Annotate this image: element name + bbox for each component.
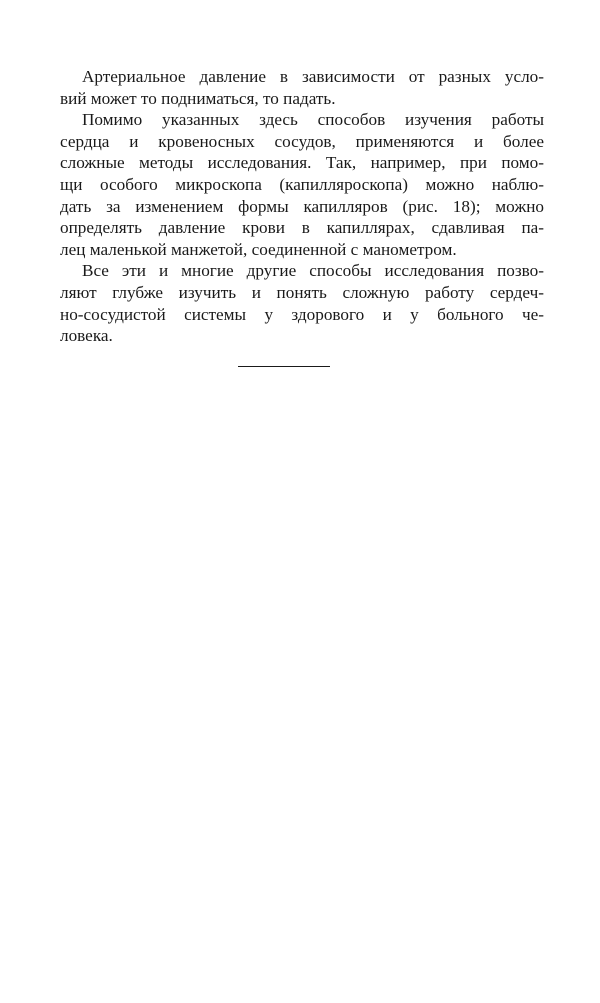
text-line: дать за изменением формы капилляров (рис. 18); можно (60, 196, 544, 216)
text-line: ляют глубже изучить и понять сложную работу сердеч- (60, 282, 544, 302)
text-line: лец маленькой манжетой, соединенной с манометром. (60, 239, 457, 259)
text-line: сердца и кровеносных сосудов, применяются и более (60, 131, 544, 151)
text-line: сложные методы исследования. Так, например, при помо- (60, 153, 544, 173)
text-line: вий может то подниматься, то падать. (60, 88, 336, 108)
text-line: щи особого микроскопа (капилляроскопа) можно наблю- (60, 174, 544, 194)
body-text (60, 66, 544, 347)
text-line: Все эти и многие другие способы исследования позво- (82, 261, 544, 281)
text-line: но-сосудистой системы у здорового и у больного че- (60, 304, 544, 324)
text-line: определять давление крови в капиллярах, сдавливая па- (60, 218, 544, 238)
text-line: Артериальное давление в зависимости от разных усло- (82, 67, 544, 86)
text-line: ловека. (60, 326, 113, 346)
text-line: Помимо указанных здесь способов изучения работы (82, 110, 544, 130)
section-divider (238, 366, 330, 367)
